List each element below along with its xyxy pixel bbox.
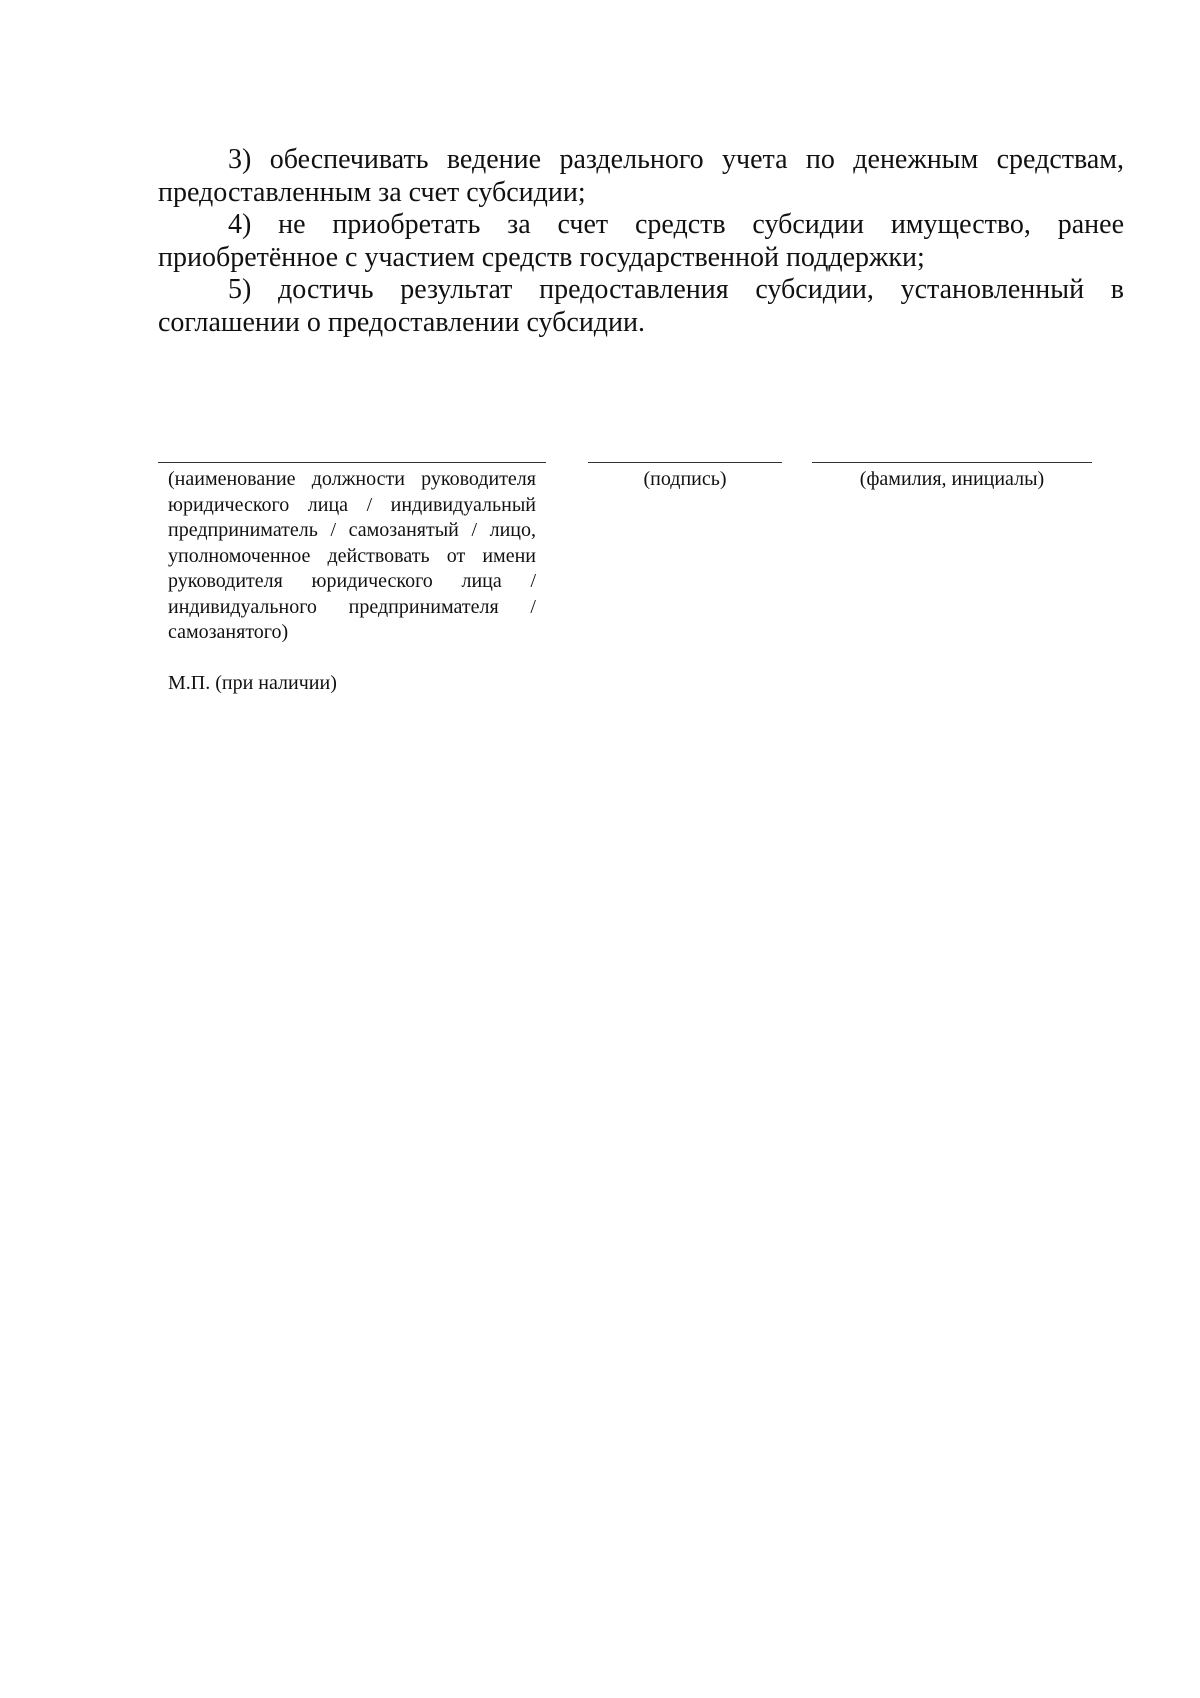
stamp-note: М.П. (при наличии) [168, 672, 337, 694]
name-signature-line [812, 462, 1092, 493]
obligation-item-4: 4) не приобретать за счет средств субсидии имущество, ранее приобретённое с участием средств государственной поддержки; [158, 209, 1124, 273]
position-caption: (наименование должности руководителя юридического лица / индивидуальный предприниматель / самозанятый / лицо, уполномоченное действовать от имени руководителя юридического лица / индивидуального предпринимателя / самозанятого) [168, 468, 536, 643]
signature-caption: (подпись) [643, 468, 727, 490]
signature-line [588, 462, 782, 493]
obligation-item-5: 5) достичь результат предоставления субсидии, установленный в соглашении о предоставлении субсидии. [158, 274, 1124, 338]
obligation-item-3: 3) обеспечивать ведение раздельного учета по денежным средствам, предоставленным за счет субсидии; [158, 144, 1124, 208]
position-signature-line [158, 462, 546, 646]
name-caption: (фамилия, инициалы) [859, 468, 1045, 490]
obligations-list [158, 144, 1124, 339]
